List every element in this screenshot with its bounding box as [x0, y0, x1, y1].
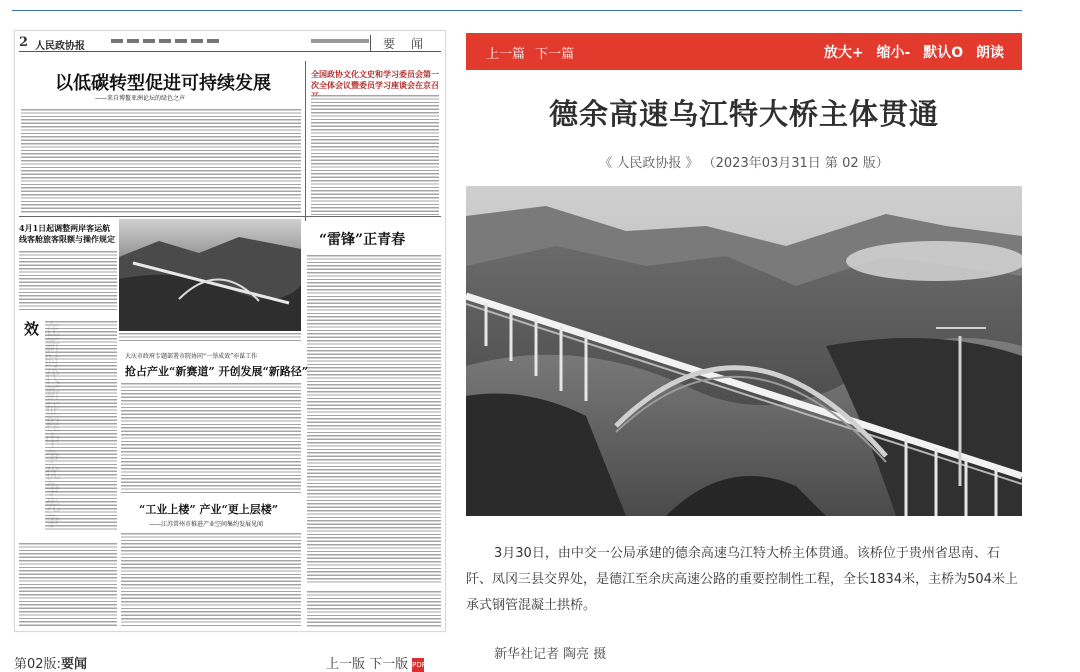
- pdf-icon[interactable]: PDF: [412, 658, 424, 672]
- paper-bridge-photo: [119, 219, 301, 331]
- article-body: [466, 541, 1022, 619]
- page-number-label: [14, 653, 87, 672]
- masthead-date-strip: [311, 39, 369, 43]
- paper-bridge-photo-art: [119, 219, 301, 331]
- paper-photo-caption: [119, 333, 301, 343]
- newspaper-page-thumbnail[interactable]: [14, 30, 446, 632]
- paper-headline-main: 以低碳转型促进可持续发展: [55, 73, 271, 94]
- masthead-text-strip: [111, 39, 221, 43]
- default-size-button[interactable]: 默认O: [923, 45, 964, 61]
- paper-text-block: [45, 321, 117, 531]
- article-meta: 《 人民政协报 》 （2023年03月31日 第 02 版）: [599, 156, 889, 171]
- paper-text-block: [121, 533, 301, 627]
- prev-article-link[interactable]: 上一篇: [486, 47, 526, 62]
- read-aloud-button[interactable]: 朗读: [976, 45, 1004, 61]
- prev-page-link[interactable]: 上一版: [326, 657, 366, 672]
- paper-section-label: 要闻: [370, 35, 439, 51]
- article-photo: [466, 186, 1022, 516]
- article-title: 德余高速乌江特大桥主体贯通: [548, 97, 939, 131]
- paper-headline-vertical: 效: [22, 321, 40, 337]
- paper-text-block: [19, 251, 117, 311]
- paper-headline-right: 全国政协文化文史和学习委员会第一次全体会议暨委员学习座谈会在京召: [311, 69, 439, 90]
- paper-column-rule: [305, 61, 306, 221]
- next-article-link[interactable]: 下一篇: [535, 47, 575, 62]
- zoom-out-button[interactable]: 缩小-: [876, 45, 911, 61]
- paper-name: 人民政协报: [35, 41, 85, 52]
- paper-text-block: [121, 383, 301, 493]
- next-page-link[interactable]: 下一版: [369, 657, 409, 672]
- paper-headline-small: 4月1日起调整两岸客运航线客舱旅客限额与操作规定: [19, 223, 115, 244]
- paper-headline-industry: 抢占产业“新赛道” 开创发展“新路径”: [125, 365, 309, 378]
- bridge-photo-art: [466, 186, 1022, 516]
- page-number-prefix: 第02版:: [14, 657, 61, 672]
- paper-text-block: [19, 543, 117, 627]
- article-credit: 新华社记者 陶亮 摄: [494, 647, 607, 662]
- page-navigation: [326, 653, 424, 672]
- paper-text-block: [21, 109, 301, 213]
- article-paragraph: 3月30日，由中交一公局承建的德余高速乌江特大桥主体贯通。该桥位于贵州省思南、石阡、凤冈三县交界处，是德江至余庆高速公路的重要控制性工程，全长1834米，主桥为504米上承式钢管混凝土拱桥。: [466, 546, 1018, 613]
- paper-headline-industry-kicker: 大庆市政府专题部署市院协同“一举成效”亦谋工作: [125, 353, 258, 360]
- paper-headline-lei: “雷锋”正青春: [319, 232, 406, 248]
- newspaper-masthead: [19, 35, 441, 52]
- paper-headline-main-sub: ——来自博鳌亚洲论坛的绿色之声: [95, 95, 186, 102]
- paper-headline-upstairs: “工业上楼” 产业“更上层楼”: [139, 503, 279, 516]
- paper-text-block: [311, 95, 439, 215]
- paper-text-block: [307, 255, 441, 585]
- page-section-name: 要闻: [60, 657, 87, 672]
- paper-row-rule: [19, 216, 441, 217]
- paper-text-block: [307, 591, 441, 627]
- paper-page-number: 2: [19, 35, 29, 50]
- paper-headline-upstairs-sub: ——江苏常州市推进产业空间集约发展见闻: [149, 521, 264, 528]
- article-toolbar: [466, 33, 1022, 70]
- top-rule: [12, 10, 1022, 11]
- zoom-in-button[interactable]: 放大+: [823, 45, 864, 61]
